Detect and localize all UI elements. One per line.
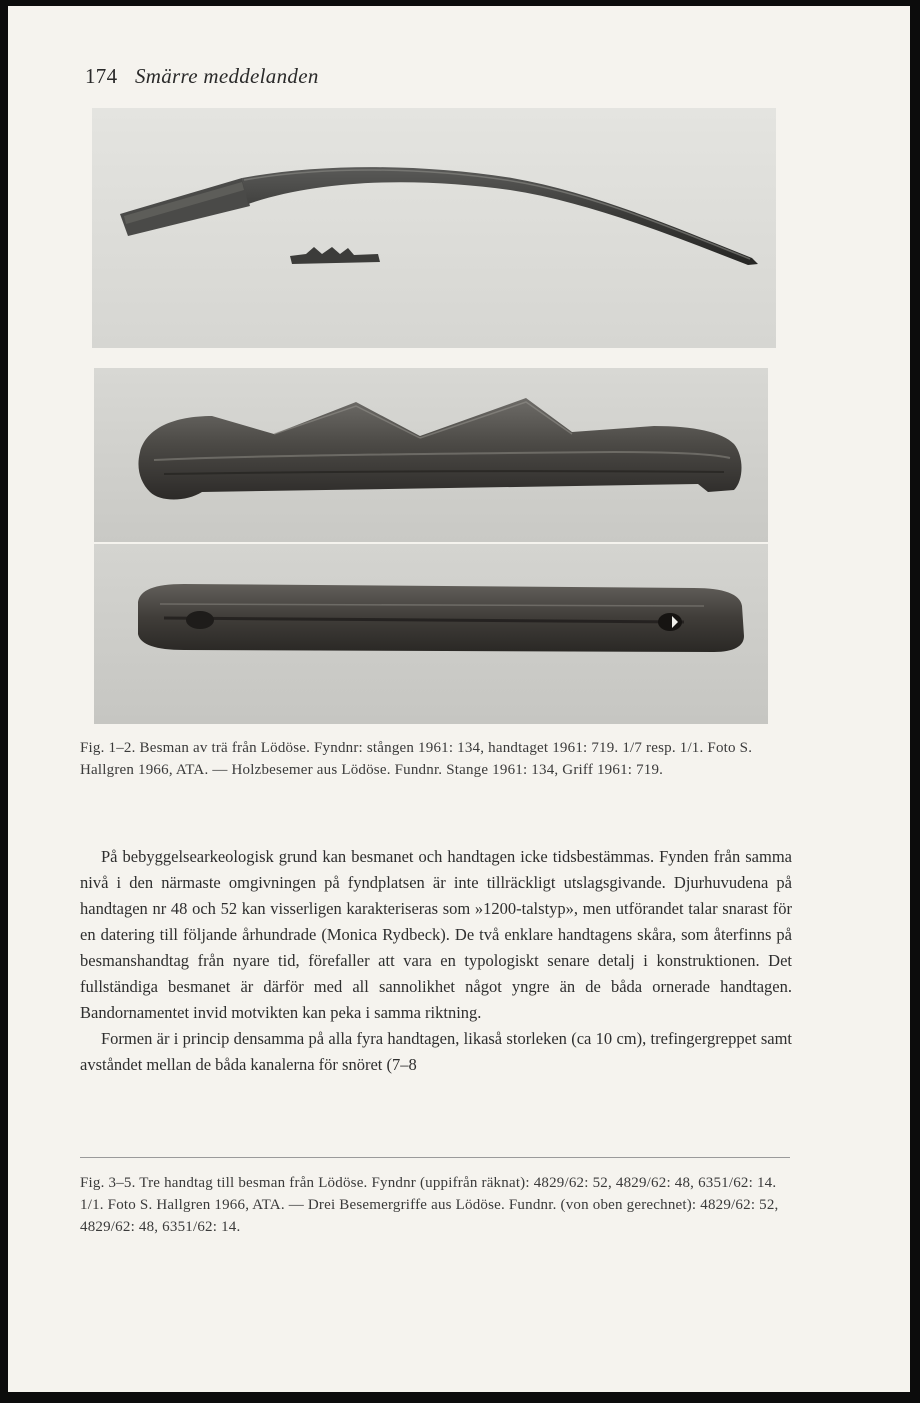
body-text	[80, 844, 792, 1078]
figure-caption-3-5: Fig. 3–5. Tre handtag till besman från Lödöse. Fyndnr (uppifrån räknat): 4829/62: 52, 4829/62: 48, 6351/62: 14. 1/1. Foto S. Hallgren 1966, ATA. — Drei Besemergriffe aus Lödöse. Fundnr. (von oben gerechnet): 4829/62: 52, 4829/62: 48, 6351/62: 14.	[80, 1175, 779, 1235]
carved-handle-side-photo	[94, 368, 768, 542]
footnote-divider	[80, 1157, 790, 1158]
running-head	[85, 64, 319, 89]
book-page	[8, 6, 910, 1392]
photo-handle-side	[94, 368, 768, 542]
figure-caption-1-2: Fig. 1–2. Besman av trä från Lödöse. Fyndnr: stången 1961: 134, handtaget 1961: 719. 1/7 resp. 1/1. Foto S. Hallgren 1966, ATA. — Holzbesemer aus Lödöse. Fundnr. Stange 1961: 134, Griff 1961: 719.	[80, 740, 753, 778]
section-title: Smärre meddelanden	[134, 64, 319, 88]
photo-besman-rod	[92, 108, 776, 348]
paragraph: Formen är i princip densamma på alla fyra handtagen, likaså storleken (ca 10 cm), trefingergreppet samt avståndet mellan de båda kanalerna för snöret (7–8	[80, 1029, 792, 1074]
paragraph: På bebyggelsearkeologisk grund kan besmanet och handtagen icke tidsbestämmas. Fynden från samma nivå i den närmaste omgivningen på fyndplatsen är inte tillräckligt utslagsgivande. Djurhuvudena på handtagen nr 48 och 52 kan visserligen karakteriseras som »1200-talstyp», men utförandet talar snarast för en datering till följande århundrade (Monica Rydbeck). De två enklare handtagens skåra, som återfinns på besmanshandtag från nyare tid, förefaller att vara en typologiskt senare detalj i konstruktionen. Det fullständiga besmanet är därför med all sannolikhet något yngre än de båda ornerade handtagen. Bandornamentet invid motvikten kan peka i samma riktning.	[80, 847, 792, 1022]
carved-handle-top-photo	[94, 544, 768, 724]
photo-handle-top	[94, 544, 768, 724]
besman-rod-and-handle-photo	[92, 108, 776, 348]
page-number: 174	[85, 64, 118, 88]
